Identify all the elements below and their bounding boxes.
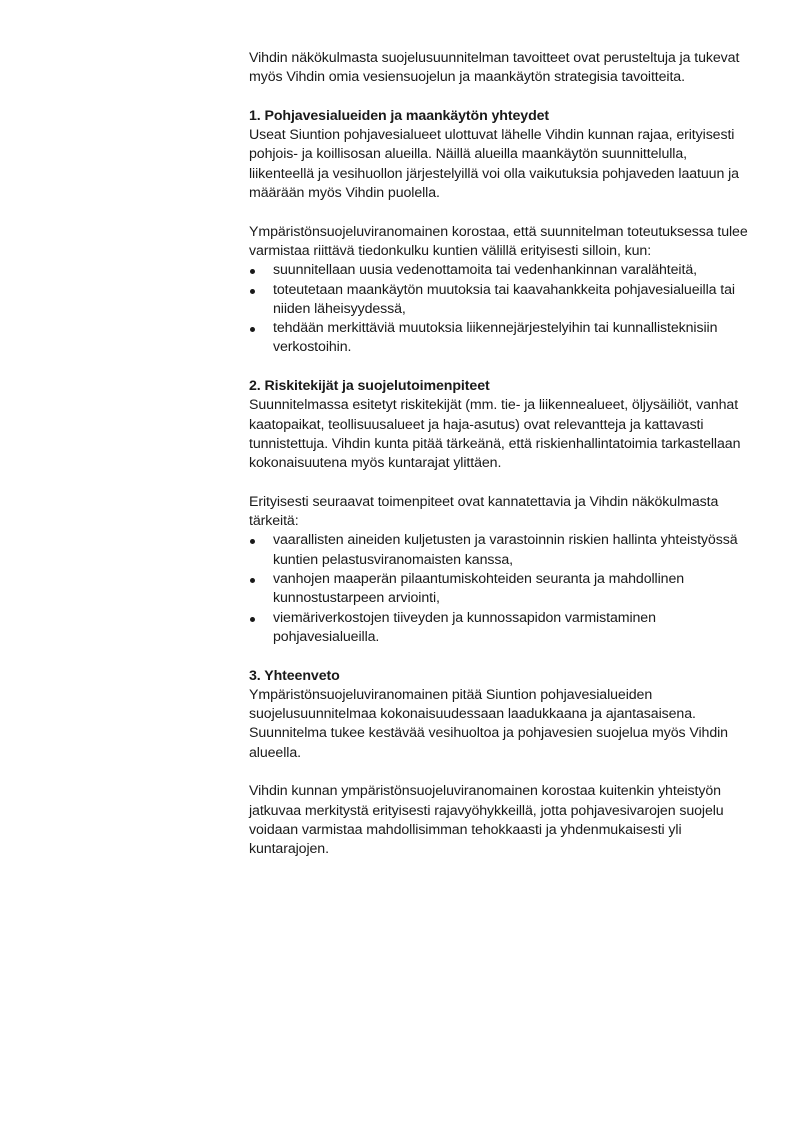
list-item-text: toteutetaan maankäytön muutoksia tai kaavahankkeita pohjavesialueilla tai niiden läheisyydessä, — [273, 281, 735, 317]
list-item — [249, 281, 749, 320]
list-item — [249, 531, 749, 570]
section-paragraph: Ympäristönsuojeluviranomainen pitää Siuntion pohjavesialueiden suojelusuunnitelmaa kokonaisuudessaan laadukkaana ja ajantasaisena. Suunnitelma tukee kestävää vesihuoltoa ja pohjavesien suojelua myös Vihdin alueella. — [249, 686, 728, 761]
bullet-icon — [250, 578, 255, 583]
list-item — [249, 570, 749, 609]
list-item-text: vanhojen maaperän pilaantumiskohteiden seuranta ja mahdollinen kunnostustarpeen arviointi, — [273, 571, 685, 607]
section-summary — [249, 667, 749, 860]
section-paragraph: Suunnitelmassa esitetyt riskitekijät (mm. tie- ja liikennealueet, öljysäiliöt, vanhat kaatopaikat, teollisuusalueet ja haja-asutus) ovat relevantteja ja kattavasti tunnistettuja. Vihdin kunta pitää tärkeänä, että riskienhallintatoimia tarkastellaan kokonaisuutena myös kuntarajat ylittäen. — [249, 397, 741, 472]
section-paragraph: Ympäristönsuojeluviranomainen korostaa, että suunnitelman toteutuksessa tulee varmistaa riittävä tiedonkulku kuntien välillä erityisesti silloin, kun: — [249, 223, 748, 259]
section-paragraph: Vihdin kunnan ympäristönsuojeluviranomainen korostaa kuitenkin yhteistyön jatkuvaa merkitystä erityisesti rajavyöhykkeillä, jotta pohjavesivarojen suojelu voidaan varmistaa mahdollisimman tehokkaasti ja yhdenmukaisesti yli kuntarajojen. — [249, 783, 724, 858]
list-item-text: suunnitellaan uusia vedenottamoita tai vedenhankinnan varalähteitä, — [273, 262, 697, 279]
list-item-text: tehdään merkittäviä muutoksia liikennejärjestelyihin tai kunnallisteknisiin verkostoihin. — [273, 320, 718, 356]
list-item — [249, 319, 749, 358]
section-groundwater-landuse — [249, 107, 749, 358]
bullet-icon — [250, 539, 255, 544]
section-heading: 1. Pohjavesialueiden ja maankäytön yhteydet — [249, 107, 550, 124]
document-page — [249, 49, 749, 879]
section-heading: 3. Yhteenveto — [249, 667, 340, 684]
section-paragraph: Useat Siuntion pohjavesialueet ulottuvat lähelle Vihdin kunnan rajaa, erityisesti pohjois- ja koillisosan alueilla. Näillä alueilla maankäytön suunnittelulla, liikenteellä ja vesihuollon järjestelyillä voi olla vaikutuksia pohjaveden laatuun ja määrään myös Vihdin puolella. — [249, 127, 739, 202]
bullet-icon — [250, 327, 255, 332]
section-paragraph: Erityisesti seuraavat toimenpiteet ovat kannatettavia ja Vihdin näkökulmasta tärkeitä: — [249, 493, 719, 530]
bullet-icon — [250, 269, 255, 274]
intro-paragraph: Vihdin näkökulmasta suojelusuunnitelman tavoitteet ovat perusteltuja ja tukevat myös Vihdin omia vesiensuojelun ja maankäytön strategisia tavoitteita. — [249, 50, 740, 86]
bullet-icon — [250, 289, 255, 294]
section-heading: 2. Riskitekijät ja suojelutoimenpiteet — [249, 378, 490, 395]
list-item — [249, 261, 749, 280]
bullet-icon — [250, 617, 255, 622]
section-risk-factors — [249, 377, 749, 647]
list-item-text: vaarallisten aineiden kuljetusten ja varastoinnin riskien hallinta yhteistyössä kuntien pelastusviranomaisten kanssa, — [273, 532, 738, 568]
list-item — [249, 609, 749, 648]
list-item-text: viemäriverkostojen tiiveyden ja kunnossapidon varmistaminen pohjavesialueilla. — [273, 609, 656, 645]
bullet-list — [249, 261, 749, 357]
bullet-list — [249, 531, 749, 647]
